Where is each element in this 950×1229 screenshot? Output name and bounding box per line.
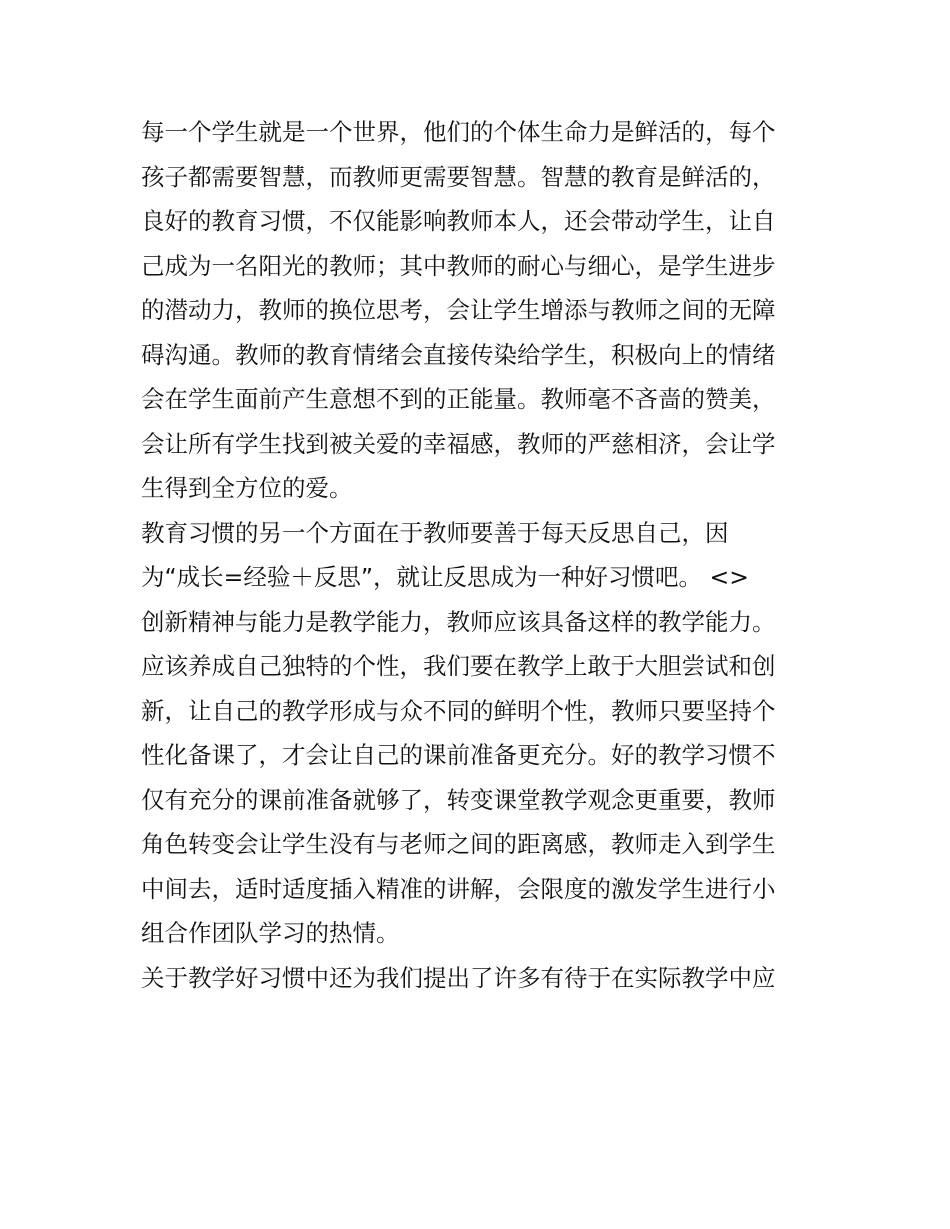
text-line: 碍沟通。教师的教育情绪会直接传染给学生，积极向上的情绪 [141, 340, 776, 369]
text-line: 己成为一名阳光的教师；其中教师的耐心与细心，是学生进步 [141, 251, 776, 280]
text-line: 教育习惯的另一个方面在于教师要善于每天反思自己，因 [141, 518, 729, 547]
text-line: 仅有充分的课前准备就够了，转变课堂教学观念更重要，教师 [141, 785, 776, 814]
text-line: 会让所有学生找到被关爱的幸福感，教师的严慈相济，会让学 [141, 429, 776, 458]
text-line: 角色转变会让学生没有与老师之间的距离感，教师走入到学生 [141, 830, 776, 858]
text-line: 组合作团队学习的热情。 [141, 919, 400, 947]
text-line: 生得到全方位的爱。 [141, 474, 353, 502]
text-line: 的潜动力，教师的换位思考，会让学生增添与教师之间的无障 [141, 296, 776, 324]
text-line: 良好的教育习惯，不仅能影响教师本人，还会带动学生，让自 [141, 207, 776, 235]
text-line: 会在学生面前产生意想不到的正能量。教师毫不吝啬的赞美， [141, 385, 776, 413]
text-line: 性化备课了，才会让自己的课前准备更充分。好的教学习惯不 [141, 741, 776, 769]
text-line: 创新精神与能力是教学能力，教师应该具备这样的教学能力。 [141, 607, 776, 636]
text-line: 孩子都需要智慧，而教师更需要智慧。智慧的教育是鲜活的， [141, 162, 776, 191]
text-line: 为“成长=经验＋反思”，就让反思成为一种好习惯吧。 <> [141, 563, 749, 591]
body-text [141, 110, 821, 1000]
text-line: 中间去，适时适度插入精准的讲解，会限度的激发学生进行小 [141, 874, 776, 903]
text-line: 每一个学生就是一个世界，他们的个体生命力是鲜活的，每个 [141, 118, 776, 146]
text-line: 关于教学好习惯中还为我们提出了许多有待于在实际教学中应 [141, 963, 776, 992]
text-line: 应该养成自己独特的个性，我们要在教学上敢于大胆尝试和创 [141, 652, 776, 680]
text-line: 新，让自己的教学形成与众不同的鲜明个性，教师只要坚持个 [141, 696, 776, 725]
